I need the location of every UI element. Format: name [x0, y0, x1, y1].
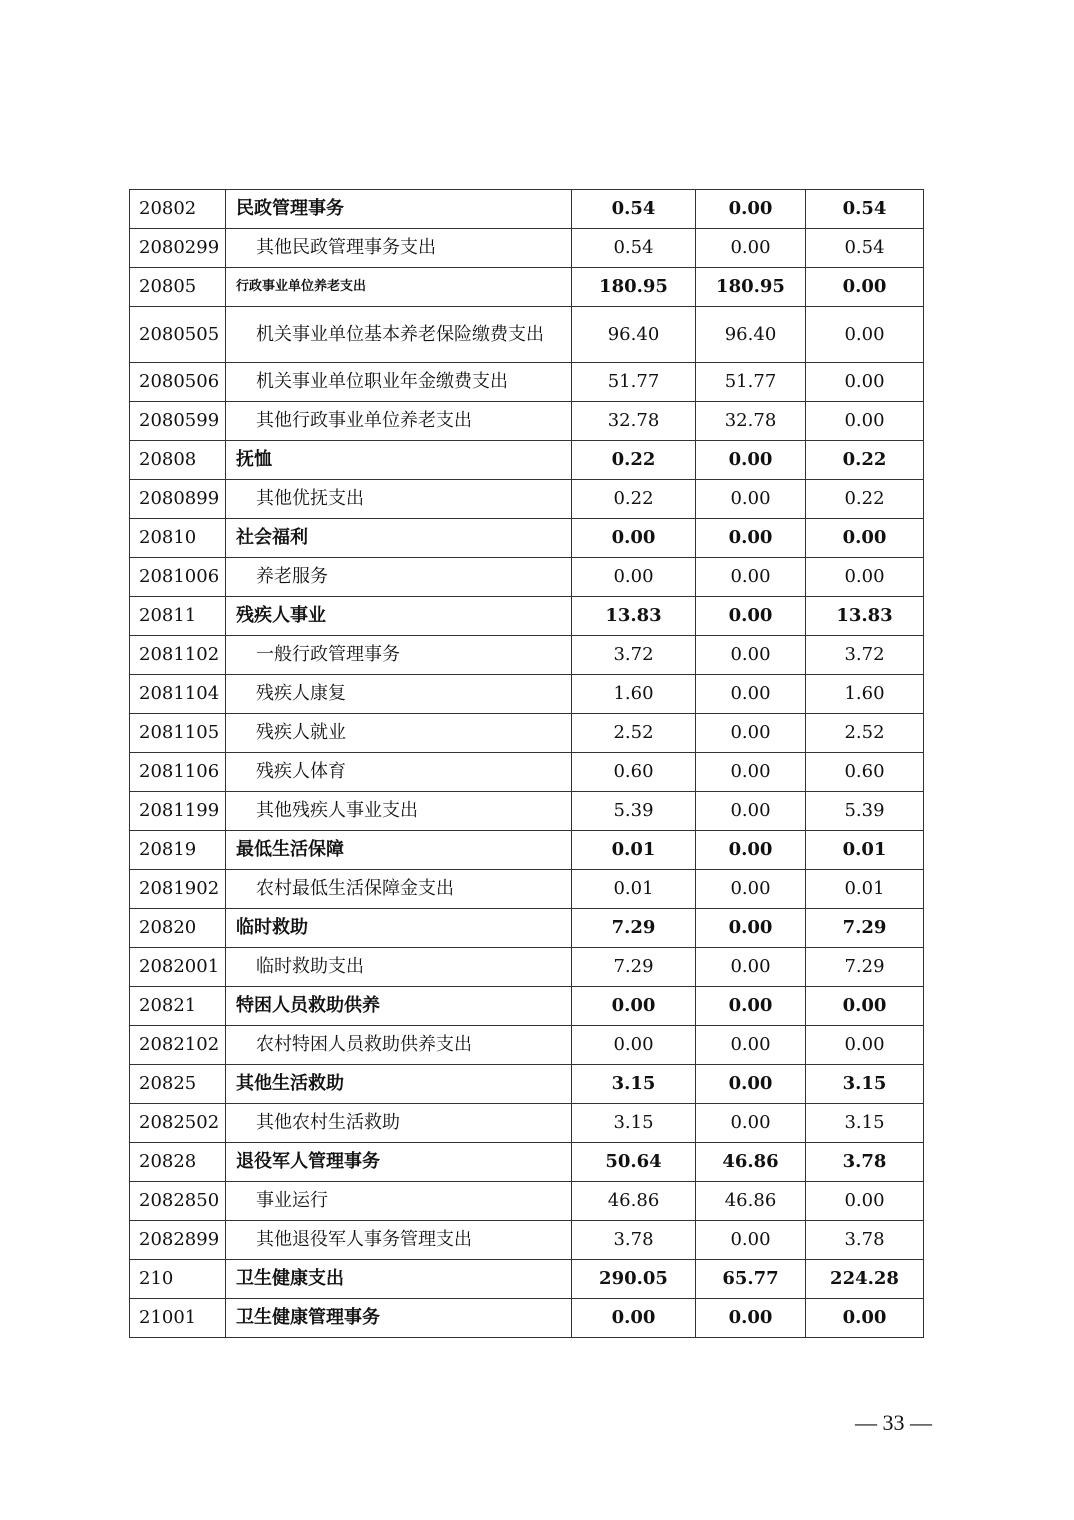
row-value-total: 3.15 [572, 1104, 696, 1143]
table-row [130, 519, 924, 558]
row-value-project: 0.54 [806, 190, 924, 229]
row-value-basic: 46.86 [696, 1143, 806, 1182]
row-name: 退役军人管理事务 [226, 1143, 572, 1182]
row-name: 其他残疾人事业支出 [226, 792, 572, 831]
table-row [130, 480, 924, 519]
row-name: 民政管理事务 [226, 190, 572, 229]
row-value-basic: 0.00 [696, 480, 806, 519]
row-name: 机关事业单位基本养老保险缴费支出 [226, 307, 572, 363]
row-code: 2081104 [130, 675, 226, 714]
row-value-total: 0.54 [572, 229, 696, 268]
row-value-basic: 0.00 [696, 909, 806, 948]
table-row [130, 948, 924, 987]
row-value-project: 3.72 [806, 636, 924, 675]
expenditure-table [129, 189, 924, 1338]
row-code: 20811 [130, 597, 226, 636]
row-value-basic: 46.86 [696, 1182, 806, 1221]
row-name: 临时救助 [226, 909, 572, 948]
row-name: 最低生活保障 [226, 831, 572, 870]
row-value-basic: 0.00 [696, 1065, 806, 1104]
table-row [130, 636, 924, 675]
row-name: 农村最低生活保障金支出 [226, 870, 572, 909]
row-code: 2081105 [130, 714, 226, 753]
row-value-project: 0.22 [806, 441, 924, 480]
row-code: 20819 [130, 831, 226, 870]
table-row [130, 1182, 924, 1221]
row-value-basic: 0.00 [696, 831, 806, 870]
row-value-total: 0.00 [572, 987, 696, 1026]
row-code: 2082001 [130, 948, 226, 987]
row-code: 2082102 [130, 1026, 226, 1065]
table-row [130, 229, 924, 268]
row-value-total: 0.01 [572, 831, 696, 870]
row-value-total: 46.86 [572, 1182, 696, 1221]
row-value-project: 0.01 [806, 831, 924, 870]
row-value-total: 3.15 [572, 1065, 696, 1104]
row-code: 20821 [130, 987, 226, 1026]
table-row [130, 441, 924, 480]
table-row [130, 268, 924, 307]
row-value-basic: 0.00 [696, 870, 806, 909]
row-value-basic: 0.00 [696, 714, 806, 753]
row-name: 临时救助支出 [226, 948, 572, 987]
row-value-basic: 0.00 [696, 558, 806, 597]
table-row [130, 1065, 924, 1104]
row-value-basic: 0.00 [696, 636, 806, 675]
row-name: 残疾人事业 [226, 597, 572, 636]
row-value-basic: 0.00 [696, 519, 806, 558]
row-value-total: 51.77 [572, 363, 696, 402]
row-value-total: 0.00 [572, 519, 696, 558]
row-name: 行政事业单位养老支出 [226, 268, 572, 307]
row-code: 2082850 [130, 1182, 226, 1221]
row-value-basic: 32.78 [696, 402, 806, 441]
table-row [130, 1299, 924, 1338]
row-name: 其他农村生活救助 [226, 1104, 572, 1143]
row-value-project: 0.00 [806, 402, 924, 441]
row-code: 2081102 [130, 636, 226, 675]
row-name: 抚恤 [226, 441, 572, 480]
table-row [130, 190, 924, 229]
row-value-basic: 65.77 [696, 1260, 806, 1299]
row-name: 机关事业单位职业年金缴费支出 [226, 363, 572, 402]
table-row [130, 307, 924, 363]
row-code: 2080506 [130, 363, 226, 402]
table-row [130, 558, 924, 597]
table-row [130, 1143, 924, 1182]
row-code: 20820 [130, 909, 226, 948]
row-value-project: 2.52 [806, 714, 924, 753]
row-name: 社会福利 [226, 519, 572, 558]
row-value-basic: 0.00 [696, 190, 806, 229]
page-number: — 33 — [855, 1410, 932, 1435]
row-value-project: 3.15 [806, 1104, 924, 1143]
row-code: 20808 [130, 441, 226, 480]
row-value-project: 3.15 [806, 1065, 924, 1104]
row-value-project: 3.78 [806, 1143, 924, 1182]
row-value-project: 0.00 [806, 519, 924, 558]
row-value-total: 0.22 [572, 480, 696, 519]
row-code: 2080899 [130, 480, 226, 519]
row-code: 20828 [130, 1143, 226, 1182]
row-value-basic: 0.00 [696, 229, 806, 268]
row-name: 其他民政管理事务支出 [226, 229, 572, 268]
row-code: 20802 [130, 190, 226, 229]
row-value-basic: 0.00 [696, 792, 806, 831]
row-name: 残疾人体育 [226, 753, 572, 792]
row-name: 其他优抚支出 [226, 480, 572, 519]
row-value-project: 0.00 [806, 1299, 924, 1338]
row-name: 养老服务 [226, 558, 572, 597]
row-code: 2080599 [130, 402, 226, 441]
table-row [130, 363, 924, 402]
row-code: 2082899 [130, 1221, 226, 1260]
row-value-project: 0.00 [806, 1182, 924, 1221]
row-code: 2081199 [130, 792, 226, 831]
row-value-basic: 0.00 [696, 1221, 806, 1260]
row-value-basic: 0.00 [696, 948, 806, 987]
row-value-total: 96.40 [572, 307, 696, 363]
row-value-basic: 0.00 [696, 753, 806, 792]
row-value-total: 2.52 [572, 714, 696, 753]
row-value-total: 0.00 [572, 558, 696, 597]
row-code: 20810 [130, 519, 226, 558]
row-code: 21001 [130, 1299, 226, 1338]
table-row [130, 831, 924, 870]
row-value-project: 224.28 [806, 1260, 924, 1299]
row-value-basic: 0.00 [696, 1299, 806, 1338]
table-row [130, 714, 924, 753]
row-value-basic: 180.95 [696, 268, 806, 307]
row-value-total: 0.00 [572, 1026, 696, 1065]
row-value-project: 1.60 [806, 675, 924, 714]
row-code: 20805 [130, 268, 226, 307]
row-value-project: 7.29 [806, 948, 924, 987]
table-row [130, 870, 924, 909]
row-value-project: 0.00 [806, 1026, 924, 1065]
row-value-total: 0.22 [572, 441, 696, 480]
table-row [130, 597, 924, 636]
row-value-project: 7.29 [806, 909, 924, 948]
row-value-basic: 0.00 [696, 675, 806, 714]
row-name: 其他生活救助 [226, 1065, 572, 1104]
row-value-total: 50.64 [572, 1143, 696, 1182]
row-value-project: 0.60 [806, 753, 924, 792]
row-value-project: 3.78 [806, 1221, 924, 1260]
table-row [130, 1026, 924, 1065]
row-value-total: 0.60 [572, 753, 696, 792]
row-code: 2081902 [130, 870, 226, 909]
row-value-basic: 0.00 [696, 987, 806, 1026]
table-row [130, 1221, 924, 1260]
table-row [130, 753, 924, 792]
row-value-total: 7.29 [572, 948, 696, 987]
row-value-total: 180.95 [572, 268, 696, 307]
row-value-basic: 96.40 [696, 307, 806, 363]
row-value-total: 0.54 [572, 190, 696, 229]
row-value-basic: 0.00 [696, 1104, 806, 1143]
row-code: 210 [130, 1260, 226, 1299]
table-row [130, 987, 924, 1026]
row-value-total: 32.78 [572, 402, 696, 441]
row-value-project: 0.00 [806, 268, 924, 307]
row-value-total: 3.72 [572, 636, 696, 675]
table-row [130, 402, 924, 441]
row-code: 2080505 [130, 307, 226, 363]
row-name: 残疾人康复 [226, 675, 572, 714]
row-value-total: 7.29 [572, 909, 696, 948]
row-value-basic: 0.00 [696, 441, 806, 480]
row-value-basic: 51.77 [696, 363, 806, 402]
row-value-total: 5.39 [572, 792, 696, 831]
row-code: 2081006 [130, 558, 226, 597]
table-row [130, 1260, 924, 1299]
row-code: 2080299 [130, 229, 226, 268]
row-value-project: 0.00 [806, 987, 924, 1026]
row-value-project: 0.01 [806, 870, 924, 909]
row-value-project: 0.54 [806, 229, 924, 268]
row-value-total: 1.60 [572, 675, 696, 714]
row-name: 残疾人就业 [226, 714, 572, 753]
row-value-total: 0.01 [572, 870, 696, 909]
row-code: 2082502 [130, 1104, 226, 1143]
row-name: 其他退役军人事务管理支出 [226, 1221, 572, 1260]
row-name: 一般行政管理事务 [226, 636, 572, 675]
row-value-project: 0.00 [806, 307, 924, 363]
row-value-project: 13.83 [806, 597, 924, 636]
table-row [130, 675, 924, 714]
row-name: 特困人员救助供养 [226, 987, 572, 1026]
row-name: 事业运行 [226, 1182, 572, 1221]
row-value-total: 290.05 [572, 1260, 696, 1299]
row-value-total: 3.78 [572, 1221, 696, 1260]
row-value-basic: 0.00 [696, 597, 806, 636]
row-value-basic: 0.00 [696, 1026, 806, 1065]
row-name: 农村特困人员救助供养支出 [226, 1026, 572, 1065]
row-code: 20825 [130, 1065, 226, 1104]
row-name: 卫生健康管理事务 [226, 1299, 572, 1338]
table-row [130, 792, 924, 831]
table-row [130, 909, 924, 948]
row-value-project: 5.39 [806, 792, 924, 831]
table-body [130, 190, 924, 1338]
table-row [130, 1104, 924, 1143]
row-value-project: 0.22 [806, 480, 924, 519]
row-value-total: 0.00 [572, 1299, 696, 1338]
row-name: 卫生健康支出 [226, 1260, 572, 1299]
row-value-total: 13.83 [572, 597, 696, 636]
row-code: 2081106 [130, 753, 226, 792]
row-value-project: 0.00 [806, 363, 924, 402]
row-name: 其他行政事业单位养老支出 [226, 402, 572, 441]
row-value-project: 0.00 [806, 558, 924, 597]
